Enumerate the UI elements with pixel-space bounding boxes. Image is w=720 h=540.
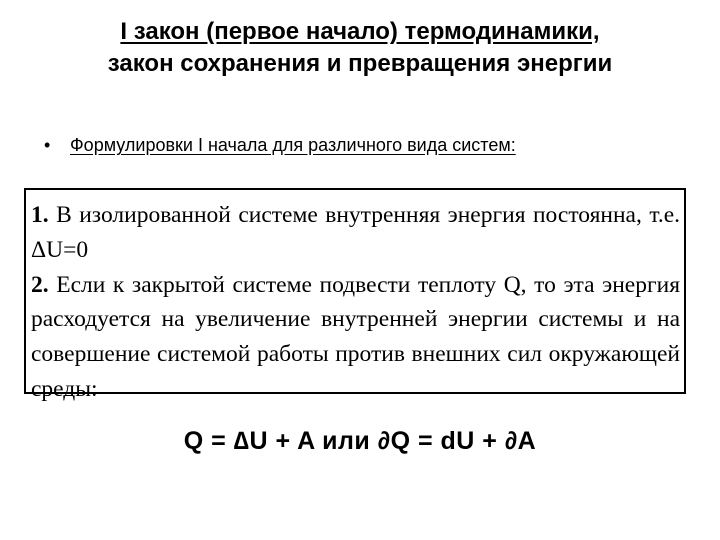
bullet-marker: • xyxy=(44,135,51,155)
first-law-formula: Q = ∆U + A или ∂Q = dU + ∂A xyxy=(183,427,537,455)
formulation-2-text: Если к закрытой системе подвести теплоту Q, то эта энергия расходуется на увеличение внутренней энергии системы и на совершение системой работы против внешних сил окружающей среды: xyxy=(31,271,680,402)
formulation-2-number: 2. xyxy=(31,271,49,298)
formulation-1-text: В изолированной системе внутренняя энергия постоянна, т.е. ΔU=0 xyxy=(31,202,680,263)
formulations-box xyxy=(24,188,686,402)
bullet-item xyxy=(44,133,516,157)
bullet-text: Формулировки I начала для различного вида систем: xyxy=(70,135,516,155)
slide-title xyxy=(0,16,720,80)
title-line-2: закон сохранения и превращения энергии xyxy=(107,50,613,77)
formulation-2 xyxy=(31,268,680,407)
formulation-1-number: 1. xyxy=(31,202,49,228)
formulation-1 xyxy=(31,198,680,268)
title-line-1: I закон (первое начало) термодинамики, xyxy=(120,18,600,45)
